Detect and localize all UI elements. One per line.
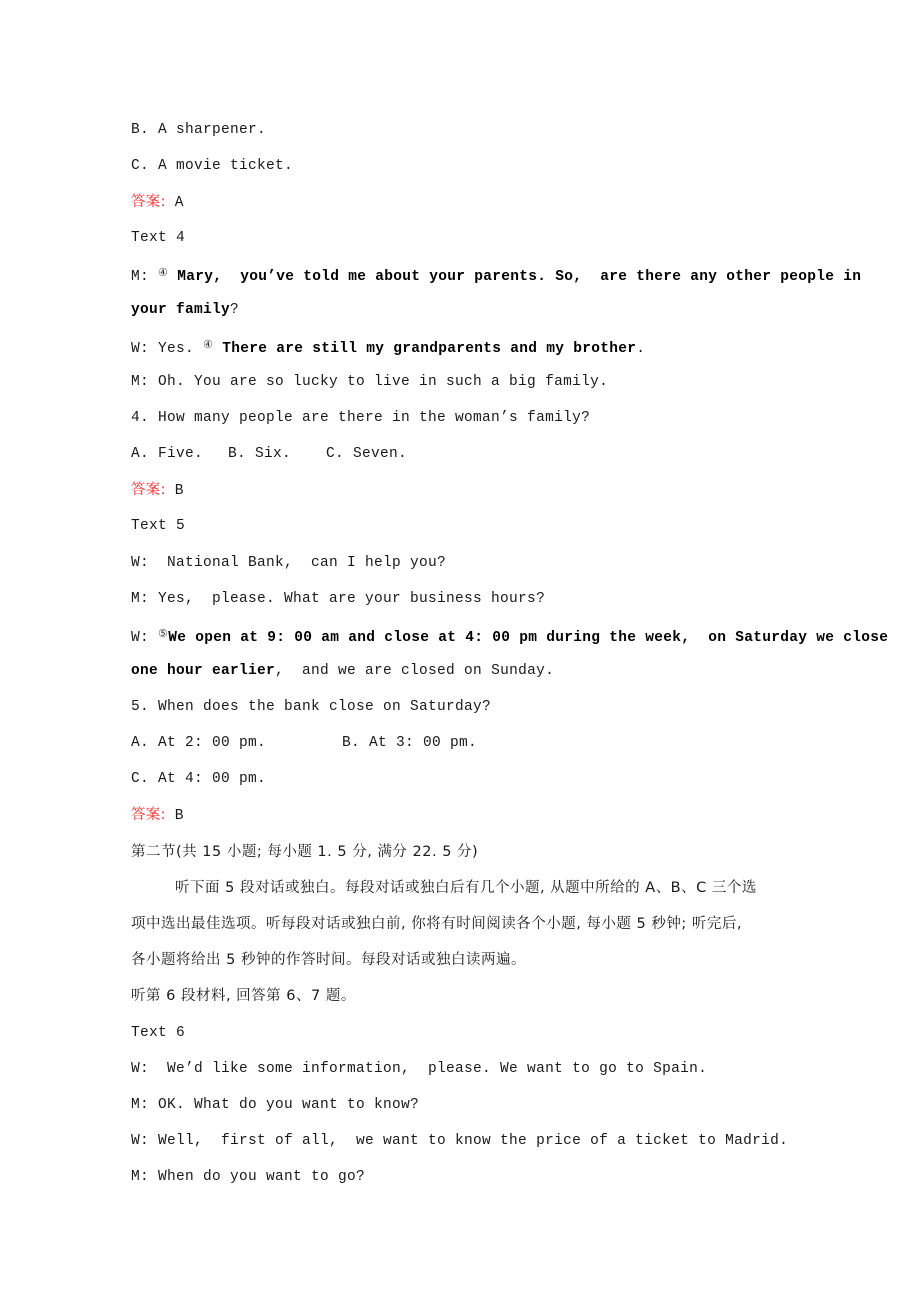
listening-prompt: 听第 6 段材料, 回答第 6、7 题。 <box>131 988 356 1004</box>
dialogue-line: W: We’d like some information, please. We want to go to Spain. <box>131 1061 708 1077</box>
answer-q4 <box>131 480 184 501</box>
dialogue-line: M: When do you want to go? <box>131 1169 366 1185</box>
question-4-options <box>131 444 407 464</box>
option-a: A. At 2: 00 pm. <box>131 735 267 751</box>
instructions-line: 各小题将给出 5 秒钟的作答时间。每段对话或独白读两遍。 <box>131 952 526 968</box>
speaker: W: <box>131 630 159 646</box>
dialogue-line <box>131 264 861 287</box>
key-sentence: We open at 9: 00 am and close at 4: 00 pm during the week, on Saturday we close <box>168 630 889 646</box>
text-5-heading: Text 5 <box>131 518 186 534</box>
speaker: M: <box>131 269 159 285</box>
section-heading: 第二节(共 15 小题; 每小题 1. 5 分, 满分 22. 5 分) <box>131 844 479 860</box>
option-b: B. At 3: 00 pm. <box>342 735 478 751</box>
dialogue-line: M: OK. What do you want to know? <box>131 1097 420 1113</box>
answer-value: A <box>165 195 184 211</box>
text-4-heading: Text 4 <box>131 230 186 246</box>
instructions-line: 项中选出最佳选项。听每段对话或独白前, 你将有时间阅读各个小题, 每小题 5 秒钟; 听完后, <box>131 916 742 932</box>
dialogue-line: M: Oh. You are so lucky to live in such a big family. <box>131 374 609 390</box>
question-5-options-ab <box>131 733 477 753</box>
dialogue-line <box>131 625 888 648</box>
punctuation: . <box>636 341 646 357</box>
text-6-heading: Text 6 <box>131 1025 186 1041</box>
key-sentence: one hour earlier <box>131 663 276 679</box>
key-sentence: There are still my grandparents and my brother <box>213 341 637 357</box>
option-b-text3: B. A sharpener. <box>131 122 267 138</box>
option-a: A. Five. <box>131 446 204 462</box>
answer-label: 答案: <box>131 807 166 823</box>
dialogue-line: M: Yes, please. What are your business hours? <box>131 591 546 607</box>
speaker: W: Yes. <box>131 341 204 357</box>
option-b: B. Six. <box>228 446 292 462</box>
answer-q3 <box>131 192 184 213</box>
key-sentence: Mary, you’ve told me about your parents. So, are there any other people in <box>168 269 862 285</box>
option-c: C. Seven. <box>326 446 408 462</box>
option-c-text3: C. A movie ticket. <box>131 158 294 174</box>
answer-label: 答案: <box>131 482 166 498</box>
dialogue-line <box>131 661 554 681</box>
question-5: 5. When does the bank close on Saturday? <box>131 699 492 715</box>
instructions-line: 听下面 5 段对话或独白。每段对话或独白后有几个小题, 从题中所给的 A、B、C 三个选 <box>175 880 757 896</box>
answer-value: B <box>165 483 184 499</box>
answer-label: 答案: <box>131 194 166 210</box>
dialogue-line <box>131 300 239 320</box>
circled-number-4-icon: ④ <box>203 340 214 352</box>
dialogue-line <box>131 336 645 359</box>
dialogue-line: W: Well, first of all, we want to know the price of a ticket to Madrid. <box>131 1133 789 1149</box>
punctuation: ? <box>230 302 240 318</box>
answer-value: B <box>165 808 184 824</box>
sentence-rest: , and we are closed on Sunday. <box>275 663 555 679</box>
answer-q5 <box>131 805 184 826</box>
dialogue-line: W: National Bank, can I help you? <box>131 555 447 571</box>
circled-number-5-icon: ⑤ <box>158 629 169 641</box>
key-sentence: your family <box>131 302 231 318</box>
question-4: 4. How many people are there in the woman’s family? <box>131 410 591 426</box>
circled-number-4-icon: ④ <box>158 268 169 280</box>
question-5-option-c: C. At 4: 00 pm. <box>131 771 267 787</box>
